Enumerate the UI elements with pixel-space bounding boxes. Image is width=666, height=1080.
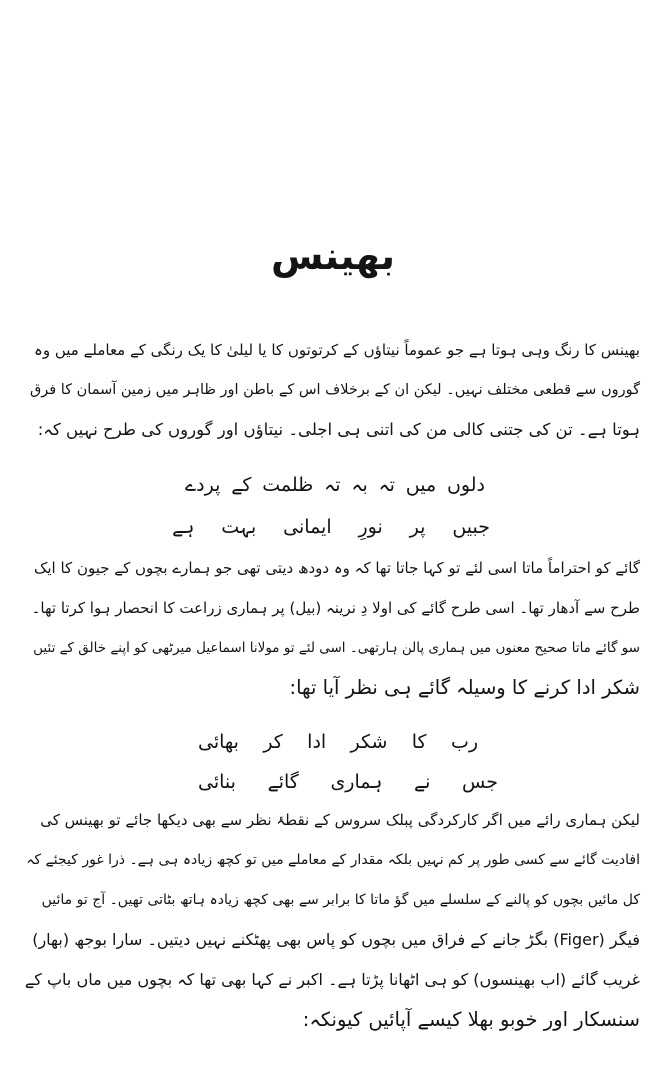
verse-word: ظلمت [262, 474, 314, 496]
verse-1-line-1 [185, 465, 485, 505]
verse-word: جبیں [452, 516, 490, 538]
verse-2-line-1 [198, 722, 478, 762]
verse-word: ادا [307, 731, 327, 753]
verse-word: بھائی [198, 731, 239, 753]
text-line: گوروں سے قطعی مختلف نہیں۔ لیکن ان کے برخلاف اس کے باطن اور ظاہر میں زمین آسمان کا فرق [29, 382, 640, 398]
text-line: گائے کو احتراماً ماتا اسی لئے تو کہا جاتا تھا کہ وہ دودھ دیتی تھی جو ہمارے بچوں کے جیون کا ایک [33, 559, 640, 577]
verse-word: جس [462, 771, 498, 793]
verse-word: تہ [378, 474, 395, 496]
text-line: لیکن ہماری رائے میں اگر کارکردگی پبلک سروس کے نقطۂ نظر سے بھی دیکھا جائے تو بھینس کی [40, 811, 640, 829]
text-line: افادیت گائے سے کسی طور پر کم نہیں بلکہ مقدار کے معاملے میں تو کچھ زیادہ ہی ہے۔ ذرا غور کیجئے کہ [26, 852, 640, 868]
verse-word: پردے [185, 474, 221, 496]
paragraph-2 [22, 548, 640, 708]
paragraph-3 [22, 800, 640, 1040]
text-line: سو گائے ماتا صحیح معنوں میں ہماری پالن ہارتھی۔ اسی لئے تو مولانا اسماعیل میرٹھی کو اپنے خالق کے تئیں [33, 640, 640, 656]
chapter-title: بھینس [270, 234, 396, 278]
text-line: ہوتا ہے۔ تن کی جتنی کالی من کی اتنی ہی اجلی۔ نیتاؤں اور گوروں کی طرح نہیں کہ: [37, 420, 640, 439]
text-line: فیگر (Figer) بگڑ جانے کے فراق میں بچوں کو پاس بھی پھٹکنے نہیں دیتیں۔ سارا بوجھ (بھار) [32, 930, 640, 949]
verse-word: گائے [267, 771, 299, 793]
verse-word: کا [411, 731, 427, 753]
paragraph-1 [22, 330, 640, 450]
verse-word: ایمانی [283, 516, 332, 538]
verse-word: کے [231, 474, 252, 496]
text-line: کل مائیں بچوں کو پالنے کے سلسلے میں گؤ ماتا کا برابر سے بھی کچھ زیادہ ہاتھ بٹاتی تھیں۔ آج تو مائیں [41, 892, 640, 908]
verse-word: ہماری [330, 771, 383, 793]
verse-1-line-2 [172, 507, 490, 547]
verse-word: رب [450, 731, 478, 753]
text-line: غریب گائے (اب بھینسوں) کو ہی اٹھانا پڑتا ہے۔ اکبر نے کہا بھی تھا کہ بچوں میں ماں باپ کے [24, 970, 640, 989]
verse-word: پر [409, 516, 426, 538]
verse-word: میں [405, 474, 437, 496]
text-line: سنسکار اور خوبو بھلا کیسے آپائیں کیونکہ: [302, 1008, 640, 1031]
verse-word: نورِ [358, 516, 383, 538]
verse-word: بنائی [198, 771, 236, 793]
text-line: طرح سے آدھار تھا۔ اسی طرح گائے کی اولا دِ نرینہ (بیل) پر ہماری زراعت کا انحصار ہوا کرتا تھا۔ [31, 599, 640, 617]
text-line: بھینس کا رنگ وہی ہوتا ہے جو عموماً نیتاؤں کے کرتوتوں کا یا لیلیٰ کا یک رنگی کے معاملے میں وہ [34, 341, 640, 359]
verse-word: نے [414, 771, 431, 793]
text-line: شکر ادا کرنے کا وسیلہ گائے ہی نظر آیا تھا: [289, 676, 640, 699]
verse-word: ہے [172, 516, 195, 538]
verse-word: شکر [350, 731, 388, 753]
verse-word: تہ [324, 474, 341, 496]
verse-word: دلوں [446, 474, 485, 496]
verse-word: کر [263, 731, 283, 753]
verse-word: بہ [351, 474, 368, 496]
verse-word: بہت [221, 516, 257, 538]
verse-2-line-2 [198, 762, 498, 802]
